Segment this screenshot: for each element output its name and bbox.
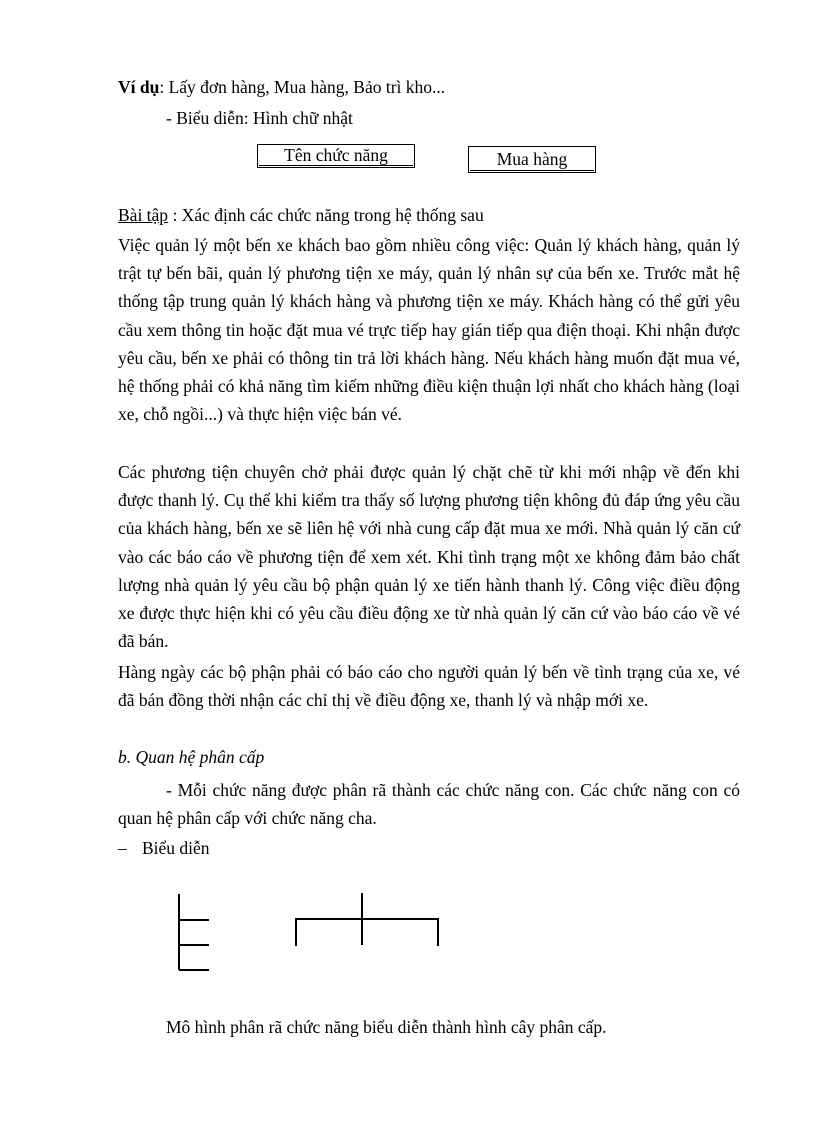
diagram-caption: Mô hình phân rã chức năng biểu diễn thành hình cây phân cấp. [166,1017,607,1037]
purchase-box-label: Mua hàng [496,149,568,169]
example-text: : Lấy đơn hàng, Mua hàng, Bảo trì kho... [159,77,446,97]
vertical-tree-symbol [179,894,209,970]
section-b-body: - Mỗi chức năng được phân rã thành các chức năng con. Các chức năng con có quan hệ phân cấp với chức năng cha. [118,780,740,829]
paragraph-3: Hàng ngày các bộ phận phải có báo cáo cho người quản lý bến về tình trạng của xe, vé đã bán đồng thời nhận các chỉ thị về điều động xe, thanh lý và nhập mới xe. [118,662,740,711]
example-label: Ví dụ [118,77,160,97]
bullet-dash: – [118,838,127,858]
exercise-label: Bài tập [118,205,169,225]
horizontal-tree-symbol [295,893,439,946]
paragraph-1: Việc quản lý một bến xe khách bao gồm nhiều công việc: Quản lý khách hàng, quản lý trật tự bến bãi, quản lý phương tiện xe máy, quản lý nhân sự của bến xe. Trước mắt hệ thống tập trung quản lý khách hàng và phương tiện xe máy. Khách hàng có thể gửi yêu cầu xem thông tin hoặc đặt mua vé trực tiếp hay gián tiếp qua điện thoại. Khi nhận được yêu cầu, bến xe phải có thông tin trả lời khách hàng. Nếu khách hàng muốn đặt mua vé, hệ thống phải có khả năng tìm kiếm những điều kiện thuận lợi nhất cho khách hàng (loại xe, chỗ ngồi...) và thực hiện việc bán vé. [118,235,740,425]
bullet-text: Biểu diễn [142,838,210,858]
function-name-box-label: Tên chức năng [284,145,388,165]
exercise-text: : Xác định các chức năng trong hệ thống sau [168,205,484,225]
representation-line: - Biểu diễn: Hình chữ nhật [166,108,353,128]
section-b-heading-text: b. Quan hệ phân cấp [118,747,265,767]
paragraph-2: Các phương tiện chuyên chở phải được quản lý chặt chẽ từ khi mới nhập về đến khi được thanh lý. Cụ thể khi kiểm tra thấy số lượng phương tiện không đủ đáp ứng yêu cầu của khách hàng, bến xe sẽ liên hệ với nhà cung cấp đặt mua xe mới. Nhà quản lý căn cứ vào các báo cáo về phương tiện để xem xét. Khi tình trạng một xe không đảm bảo chất lượng nhà quản lý yêu cầu bộ phận quản lý xe tiến hành thanh lý. Công việc điều động xe được thực hiện khi có yêu cầu điều động xe từ nhà quản lý căn cứ vào báo cáo về vé đã bán. [118,462,740,652]
